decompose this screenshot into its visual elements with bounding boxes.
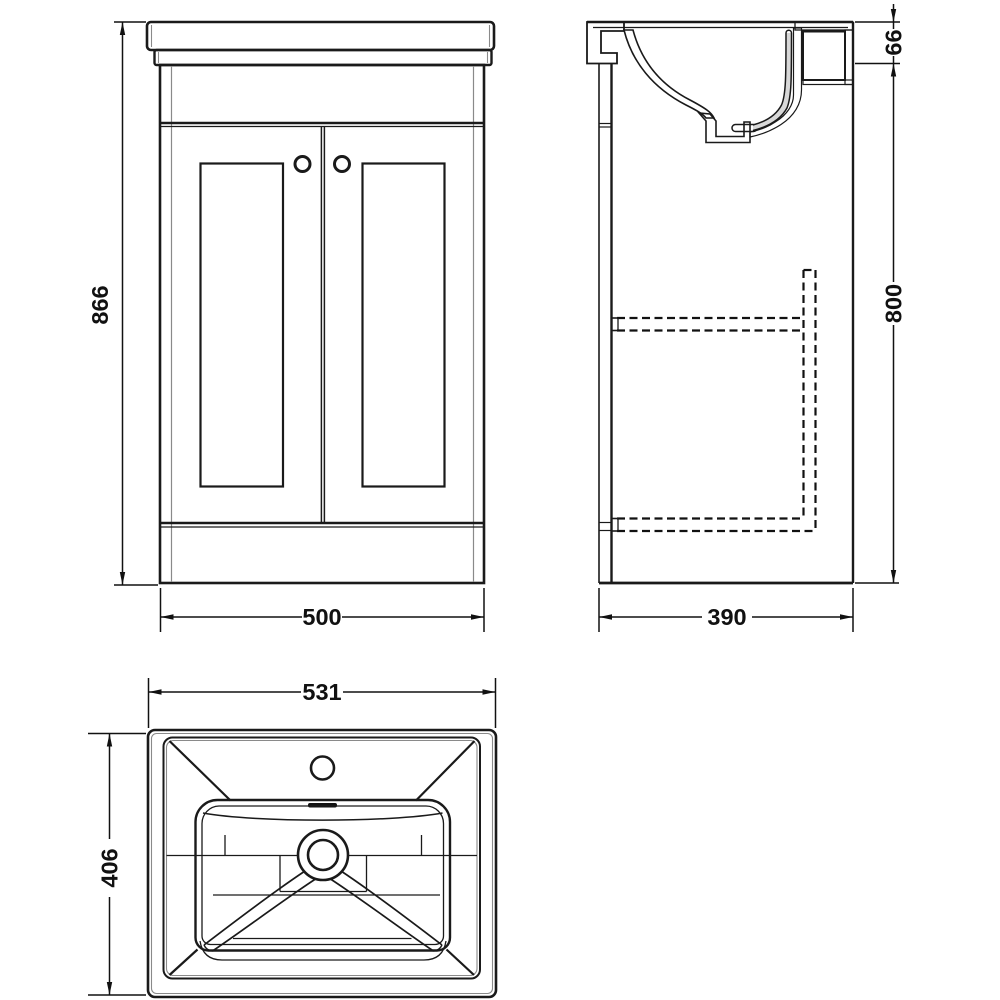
front-cabinet	[160, 65, 484, 583]
side-view	[587, 4, 907, 632]
basin-front-rim-section	[587, 22, 624, 64]
dimension-worktop-and-cabinet-height	[855, 4, 907, 583]
right-door-panel	[363, 164, 445, 487]
basin-bowl-section	[624, 30, 714, 118]
drain-outer	[298, 830, 348, 880]
dimension-front-height	[87, 22, 158, 585]
dim-label-500: 500	[302, 604, 342, 630]
dim-label-406: 406	[96, 848, 123, 888]
bowl-plan	[167, 800, 478, 960]
dimension-basin-width	[149, 678, 496, 728]
hidden-shelf-lines	[612, 270, 816, 531]
dim-label-390: 390	[707, 604, 747, 630]
drain-inner	[308, 840, 338, 870]
dim-label-531: 531	[302, 679, 342, 705]
front-view	[87, 22, 494, 632]
dimension-front-width	[161, 588, 485, 632]
right-door-knob	[335, 157, 350, 172]
dim-label-800: 800	[880, 283, 907, 324]
dimension-basin-depth	[88, 734, 146, 996]
left-door-knob	[295, 157, 310, 172]
tap-hole	[311, 757, 334, 780]
top-view	[88, 678, 496, 997]
dim-label-66: 66	[880, 29, 907, 56]
basin-back-ledge-section	[795, 22, 853, 85]
left-door-panel	[201, 164, 284, 487]
front-worktop	[147, 22, 494, 65]
overflow-slot	[308, 803, 337, 808]
dimension-depth	[599, 588, 853, 632]
dim-label-866: 866	[87, 285, 113, 325]
overflow-channel	[753, 30, 792, 130]
